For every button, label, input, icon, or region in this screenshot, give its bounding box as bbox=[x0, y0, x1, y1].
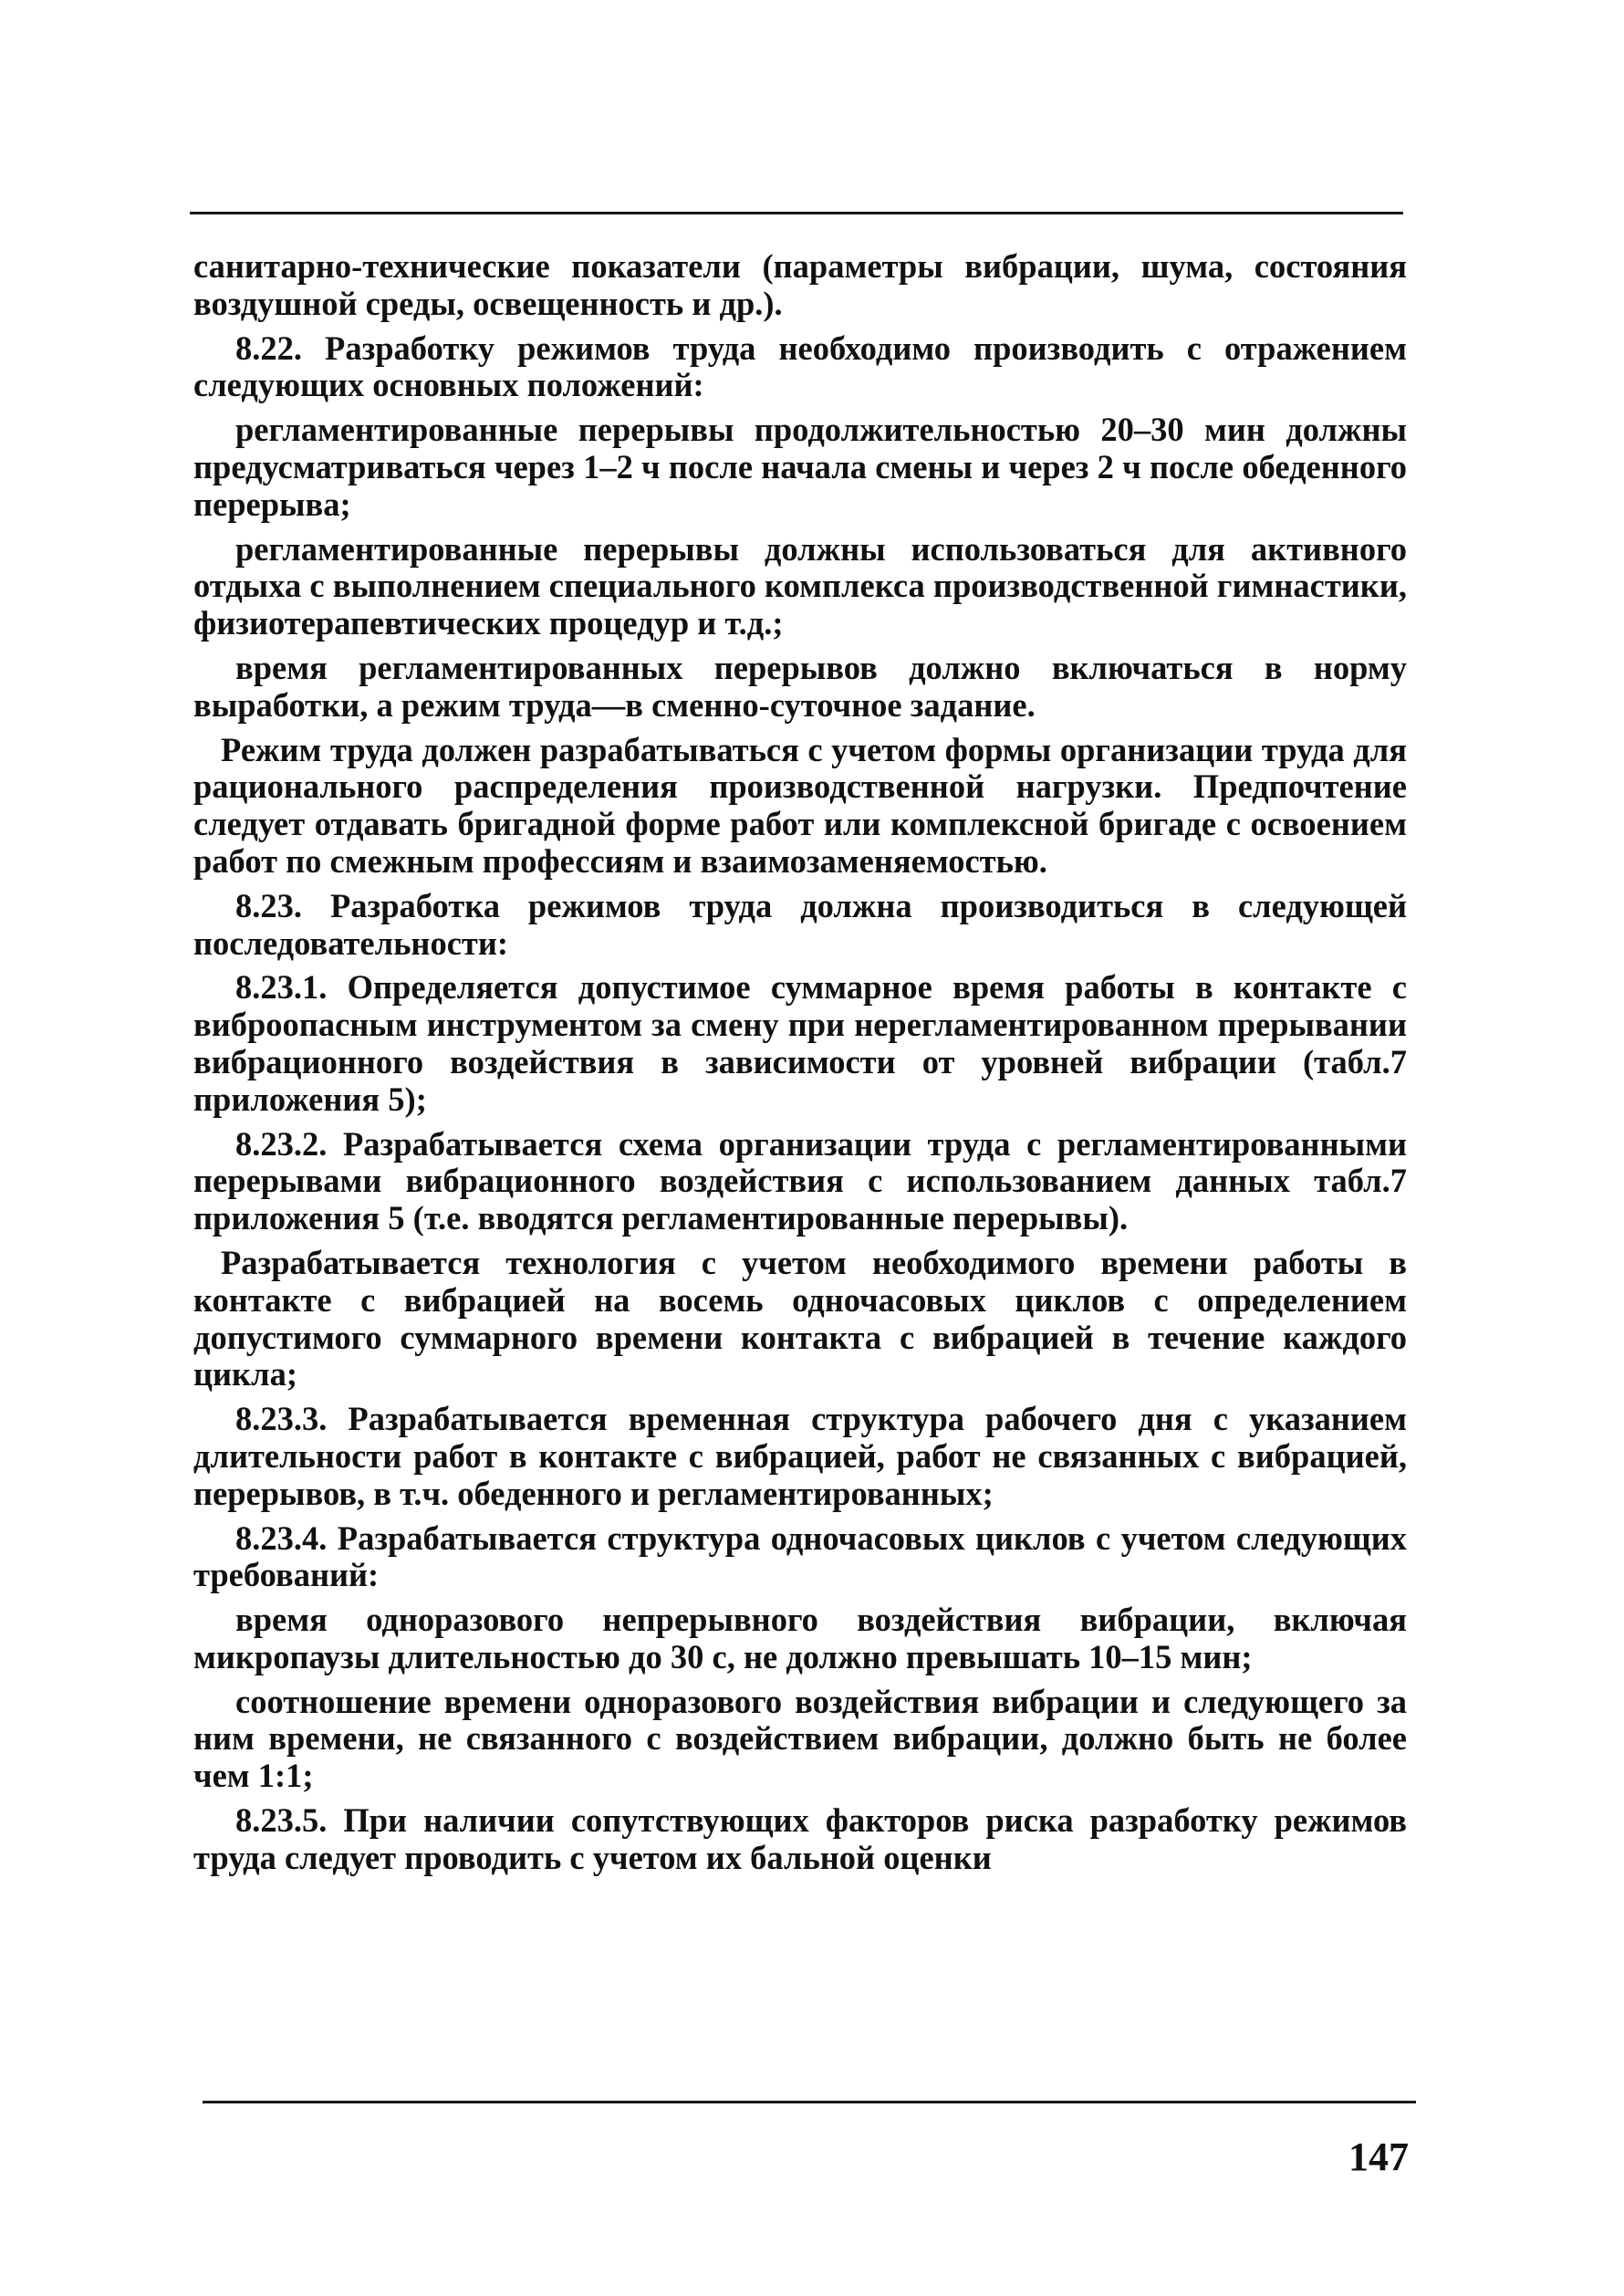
paragraph-technology: Разрабатывается технология с учетом необходимого времени работы в контакте с вибрацией на восемь одночасовых циклов с определением допустимого суммарного времени контакта с вибрацией в течение каждого цикла; bbox=[193, 1243, 1407, 1393]
paragraph-8-23-2: 8.23.2. Разрабатывается схема организации труда с регламентированными перерывами вибрационного воздействия с использованием данных табл.7 приложения 5 (т.е. вводятся регламентированные перерывы). bbox=[193, 1124, 1407, 1237]
paragraph-8-22: 8.22. Разработку режимов труда необходимо производить с отражением следующих основных положений: bbox=[193, 329, 1407, 404]
paragraph-regulated-breaks-usage: регламентированные перерывы должны использоваться для активного отдыха с выполнением специального комплекса производственной гимнастики, физиотерапевтических процедур и т.д.; bbox=[193, 529, 1407, 642]
bottom-rule bbox=[203, 2101, 1416, 2103]
paragraph-8-23-4: 8.23.4. Разрабатывается структура одночасовых циклов с учетом следующих требований: bbox=[193, 1518, 1407, 1594]
paragraph-regulated-breaks-duration: регламентированные перерывы продолжительностью 20–30 мин должны предусматриваться через 1–2 ч после начала смены и через 2 ч после обеденного перерыва; bbox=[193, 411, 1407, 523]
paragraph-breaks-in-norm: время регламентированных перерывов должно включаться в норму выработки, а режим труда—в сменно-суточное задание. bbox=[193, 648, 1407, 724]
body-text bbox=[193, 248, 1407, 1884]
paragraph-8-23-1: 8.23.1. Определяется допустимое суммарное время работы в контакте с виброопасным инструментом за смену при нерегламентированном прерывании вибрационного воздействия в зависимости от уровней вибрации (табл.7 приложения 5); bbox=[193, 968, 1407, 1118]
paragraph-8-23-5: 8.23.5. При наличии сопутствующих факторов риска разработку режимов труда следует проводить с учетом их бальной оценки bbox=[193, 1801, 1407, 1876]
paragraph-8-23: 8.23. Разработка режимов труда должна производиться в следующей последовательности: bbox=[193, 886, 1407, 962]
paragraph-exposure-ratio: соотношение времени одноразового воздействия вибрации и следующего за ним времени, не связанного с воздействием вибрации, должно быть не более чем 1:1; bbox=[193, 1682, 1407, 1795]
paragraph-single-exposure-time: время одноразового непрерывного воздействия вибрации, включая микропаузы длительностью до 30 с, не должно превышать 10–15 мин; bbox=[193, 1601, 1407, 1675]
page-number: 147 bbox=[1348, 2134, 1409, 2179]
paragraph-work-mode-organization: Режим труда должен разрабатываться с учетом формы организации труда для рационального распределения производственной нагрузки. Предпочтение следует отдавать бригадной форме работ или комплексной бригаде с освоением работ по смежным профессиям и взаимозаменяемостью. bbox=[193, 730, 1407, 880]
top-rule bbox=[190, 212, 1403, 214]
paragraph-sanitary-indicators: санитарно-технические показатели (параметры вибрации, шума, состояния воздушной среды, освещенность и др.). bbox=[193, 247, 1407, 322]
paragraph-8-23-3: 8.23.3. Разрабатывается временная структура рабочего дня с указанием длительности работ в контакте с вибрацией, работ не связанных с вибрацией, перерывов, в т.ч. обеденного и регламентированных; bbox=[193, 1400, 1407, 1512]
